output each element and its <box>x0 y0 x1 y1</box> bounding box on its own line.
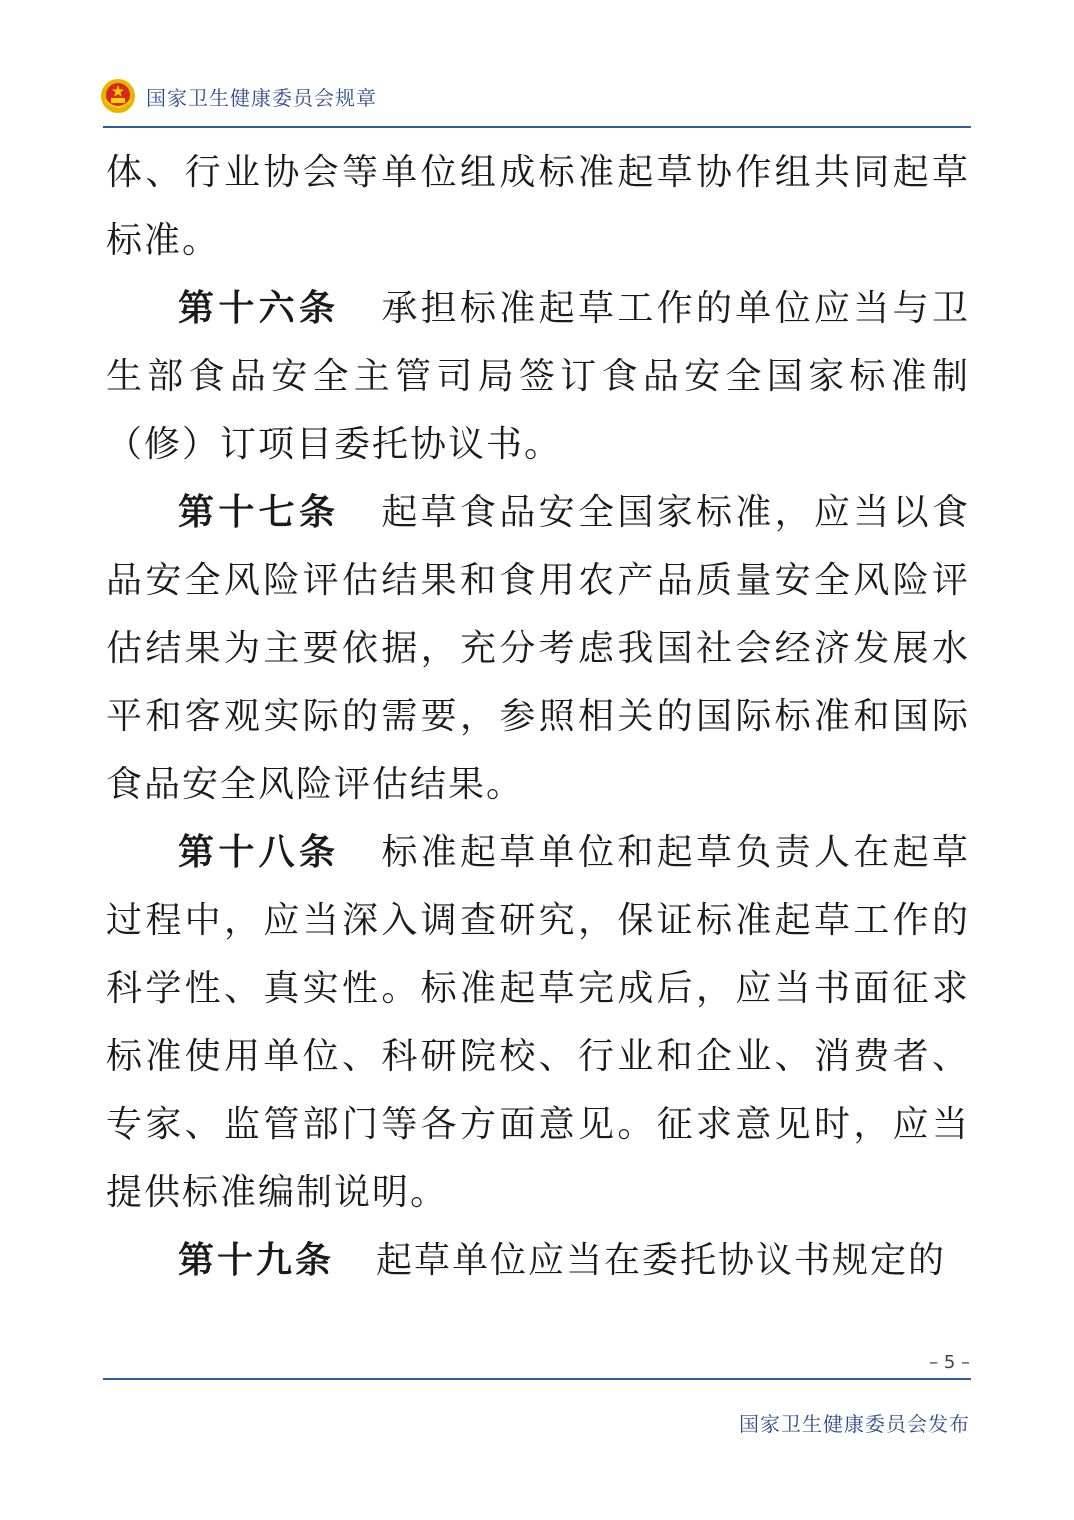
article-text: 标准起草单位和起草负责人在起草过程中，应当深入调查研究，保证标准起草工作的科学性、真实性。标准起草完成后，应当书面征求标准使用单位、科研院校、行业和企业、消费者、专家、监管部门等各方面意见。征求意见时，应当提供标准编制说明。 <box>106 832 970 1213</box>
header-title: 国家卫生健康委员会规章 <box>146 85 377 110</box>
article-text: 起草单位应当在委托协议书规定的 <box>376 1240 947 1281</box>
page-header <box>100 76 377 116</box>
article-number: 第十七条 <box>178 492 340 533</box>
footer-publisher: 国家卫生健康委员会发布 <box>739 1412 970 1436</box>
paragraph-continued: 体、行业协会等单位组成标准起草协作组共同起草标准。 <box>106 152 970 261</box>
document-body <box>106 139 970 1295</box>
article-16 <box>106 275 970 479</box>
article-19 <box>106 1227 970 1295</box>
article-number: 第十六条 <box>178 288 340 329</box>
article-text: 起草食品安全国家标准，应当以食品安全风险评估结果和食用农产品质量安全风险评估结果为主要依据，充分考虑我国社会经济发展水平和客观实际的需要，参照相关的国际标准和国际食品安全风险评估结果。 <box>106 492 970 805</box>
article-18 <box>106 819 970 1227</box>
header-divider <box>103 126 971 128</box>
article-text: 承担标准起草工作的单位应当与卫生部食品安全主管司局签订食品安全国家标准制（修）订项目委托协议书。 <box>106 288 970 465</box>
article-number: 第十九条 <box>178 1240 335 1281</box>
footer-divider <box>103 1378 971 1380</box>
national-emblem-icon <box>100 78 136 114</box>
page-number: – 5 – <box>929 1352 970 1373</box>
article-number: 第十八条 <box>178 832 340 873</box>
article-17 <box>106 479 970 819</box>
